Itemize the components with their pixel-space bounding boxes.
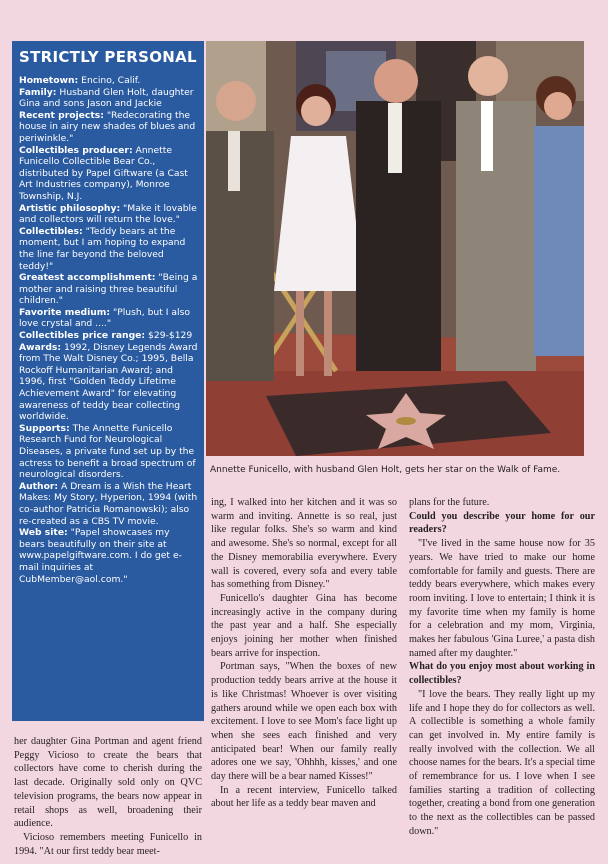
sidebar-entry-value: 1992, Disney Legends Award from The Walt Disney Co.; 1995, Bella Rockoff Humanitarian Award; and 1996, first "Golden Teddy Lifetime Achievement Award" for elevating awareness of teddy bear collecting worldwide. xyxy=(19,341,198,423)
article-paragraph: plans for the future. xyxy=(409,497,490,508)
sidebar-entry-value: The Annette Funicello Research Fund for Neurological Diseases, a private fund set up by the actress to benefit a broad spectrum of neurological disorders. xyxy=(19,422,196,481)
sidebar-entry-value: "Redecorating the house in airy new shades of blues and periwinkle." xyxy=(19,109,196,144)
article-paragraph: Portman says, "When the boxes of new production teddy bears arrive at the house it is like Christmas! Whoever is over visiting gathers around while we open each box with excitement. I love to see Mom's face light up when she sees each finished and very anticipated bear! When our family really adores one we say, 'Ohhhh, kisses,' and one day there will be a bear named Kisses!" xyxy=(211,661,397,783)
article-column-3 xyxy=(409,496,595,839)
sidebar-entry-value: "Teddy bears at the moment, but I am hoping to expand the line far beyond the beloved teddy!" xyxy=(19,225,186,272)
sidebar-entry xyxy=(19,110,198,145)
sidebar-entry xyxy=(19,423,198,481)
sidebar-entry-value: Husband Glen Holt, daughter Gina and sons Jason and Jackie xyxy=(19,86,194,110)
sidebar-entry-label: Hometown: xyxy=(19,75,79,86)
walk-of-fame-photo xyxy=(206,41,584,456)
article-paragraph: In a recent interview, Funicello talked about her life as a teddy bear maven and xyxy=(211,784,397,810)
strictly-personal-sidebar xyxy=(12,41,204,721)
article-paragraph: Funicello's daughter Gina has become increasingly active in the company during the past year and a half. She especially enjoys joining her mother when finished bears arrive for inspection. xyxy=(211,592,397,659)
sidebar-entry-label: Author: xyxy=(19,480,59,492)
sidebar-entry xyxy=(19,307,198,330)
sidebar-entries xyxy=(19,75,198,585)
sidebar-entry xyxy=(19,342,198,423)
interview-question: Could you describe your home for our readers? xyxy=(409,510,595,536)
article-column-1 xyxy=(14,735,202,858)
sidebar-entry-value: "Plush, but I also love crystal and ...." xyxy=(19,306,190,330)
sidebar-entry-label: Favorite medium: xyxy=(19,306,111,318)
sidebar-entry-label: Family: xyxy=(19,86,57,98)
sidebar-entry xyxy=(19,75,198,87)
walk-of-fame-illustration xyxy=(206,41,584,456)
sidebar-entry-value: "Being a mother and raising three beautiful children." xyxy=(19,272,198,307)
sidebar-entry xyxy=(19,527,198,585)
sidebar-entry xyxy=(19,226,198,272)
sidebar-entry-value: Annette Funicello Collectible Bear Co., distributed by Papel Giftware (a Cast Art Industries company), Monroe Township, N.J. xyxy=(19,144,188,202)
sidebar-entry xyxy=(19,203,198,226)
article-paragraph: her daughter Gina Portman and agent friend Peggy Vicioso to create the bears that collectors have come to cherish during the last decade. Originally sold only on QVC television programs, the bears now appear in retail shops as well, broadening their audience. xyxy=(14,736,202,830)
sidebar-entry xyxy=(19,87,198,110)
sidebar-entry-value: A Dream is a Wish the Heart Makes: My Story, Hyperion, 1994 (with co-author Patricia Romanowski); also re-created as a CBS TV movie. xyxy=(19,480,198,527)
article-paragraph: Vicioso remembers meeting Funicello in 1994. "At our first teddy bear meet- xyxy=(14,831,202,857)
sidebar-entry xyxy=(19,145,198,203)
interview-question: What do you enjoy most about working in collectibles? xyxy=(409,661,595,687)
sidebar-entry-label: Recent projects: xyxy=(19,109,104,121)
sidebar-entry xyxy=(19,272,198,307)
article-column-2 xyxy=(211,496,397,811)
sidebar-entry-value: "Papel showcases my bears beautifully on their site at www.papelgiftware.com. I do get e-mail inquiries at CubMember@aol.com." xyxy=(19,527,182,585)
sidebar-entry-label: Artistic philosophy: xyxy=(19,202,121,214)
sidebar-entry-label: Collectibles producer: xyxy=(19,144,133,156)
sidebar-title: STRICTLY PERSONAL xyxy=(19,48,197,66)
article-paragraph: "I love the bears. They really light up my life and I hope they do for collectors as well. A collectible is something a whole family can get involved in. My entire family is really involved with the collection. We all choose names for the bears. It's a special time of remembrance for us. I love when I see families starting a tradition of collecting together, creating a bond from one generation to the next as the collectibles can be passed down." xyxy=(409,688,596,837)
sidebar-entry-label: Collectibles: xyxy=(19,225,83,237)
sidebar-entry xyxy=(19,481,198,527)
sidebar-entry xyxy=(19,330,198,342)
sidebar-entry-label: Web site: xyxy=(19,527,68,539)
article-paragraph: ing, I walked into her kitchen and it was so warm and inviting. Annette is so real, just like regular folks. She's so warm and kind and awesome. She's so normal, except for all the Disney memorabilia everywhere. Every wall is covered, every sofa and every table has something from Disney." xyxy=(211,497,397,591)
sidebar-entry-value: Encino, Calif. xyxy=(78,75,141,86)
sidebar-entry-label: Greatest accomplishment: xyxy=(19,272,156,284)
sidebar-entry-value: "Make it lovable and collectors will return the love." xyxy=(19,202,197,226)
photo-caption: Annette Funicello, with husband Glen Holt, gets her star on the Walk of Fame. xyxy=(210,465,561,475)
sidebar-entry-label: Collectibles price range: xyxy=(19,330,146,342)
sidebar-entry-label: Supports: xyxy=(19,422,70,434)
sidebar-entry-label: Awards: xyxy=(19,341,62,353)
sidebar-entry-value: $29-$129 xyxy=(145,330,193,342)
article-paragraph: "I've lived in the same house now for 35 years. We have tried to make our home comfortable for family and guests. There are teddy bears everywhere, which makes every room inviting. I love to entertain; I think it is my favorite time when my family is home for a celebration and my mom, Virginia, makes her fabulous 'Gina Luree,' a pasta dish named after my daughter." xyxy=(409,538,595,659)
